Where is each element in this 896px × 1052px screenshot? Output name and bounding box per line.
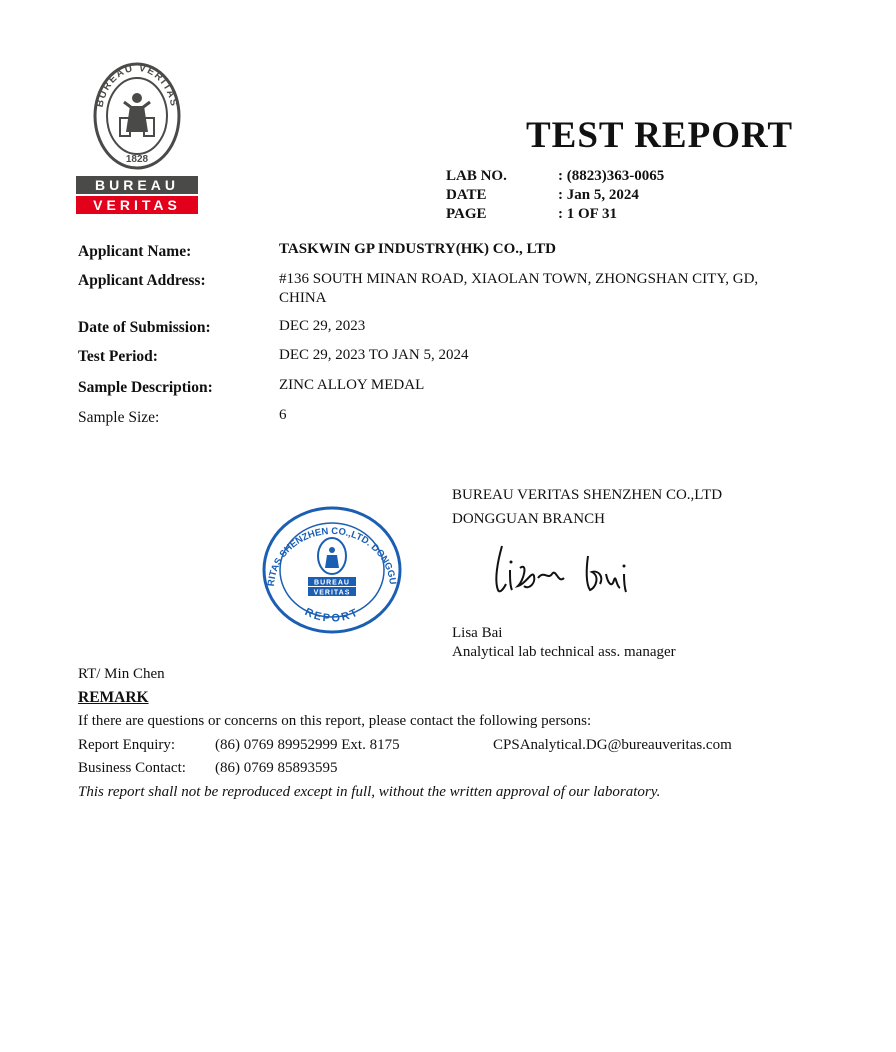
business-contact-label: Business Contact: — [78, 760, 186, 776]
submission-date-value: DEC 29, 2023 — [279, 318, 366, 334]
page-value: : 1 OF 31 — [558, 206, 618, 222]
logo-band-bureau: BUREAU — [76, 176, 198, 194]
stamp-seal-icon — [256, 500, 408, 640]
test-period-value: DEC 29, 2023 TO JAN 5, 2024 — [279, 347, 469, 363]
page-label: PAGE — [446, 206, 487, 222]
signatory-company: BUREAU VERITAS SHENZHEN CO.,LTD — [452, 487, 723, 503]
applicant-address-line1: #136 SOUTH MINAN ROAD, XIAOLAN TOWN, ZHONGSHAN CITY, GD, — [279, 271, 759, 287]
svg-text:VERITAS: VERITAS — [313, 589, 351, 597]
enquiry-email[interactable]: CPSAnalytical.DG@bureauveritas.com — [493, 737, 732, 753]
sample-description-value: ZINC ALLOY MEDAL — [279, 377, 425, 393]
disclaimer: This report shall not be reproduced except in full, without the written approval of our laboratory. — [78, 784, 661, 800]
signatory-title: Analytical lab technical ass. manager — [452, 644, 676, 660]
date-label: DATE — [446, 187, 487, 203]
logo-band-veritas: VERITAS — [76, 196, 198, 214]
lab-no-label: LAB NO. — [446, 168, 507, 184]
svg-text:1828: 1828 — [125, 154, 149, 165]
svg-text:BUREAU: BUREAU — [314, 579, 350, 587]
sample-size-label: Sample Size: — [78, 409, 160, 426]
applicant-address-label: Applicant Address: — [78, 272, 206, 289]
rt-line: RT/ Min Chen — [78, 666, 165, 682]
applicant-name-label: Applicant Name: — [78, 243, 192, 260]
sample-size-value: 6 — [279, 407, 287, 423]
logo-seal-icon — [76, 62, 198, 174]
handwritten-signature-icon — [488, 540, 638, 600]
enquiry-phone: (86) 0769 89952999 Ext. 8175 — [215, 737, 400, 753]
company-stamp — [256, 500, 408, 640]
business-contact-phone: (86) 0769 85893595 — [215, 760, 338, 776]
signatory-branch: DONGGUAN BRANCH — [452, 511, 605, 527]
svg-text:BUREAU VERITAS SHENZHEN CO.,LT: RITAS SHENZHEN CO.,LTD. DONGGU — [265, 525, 398, 587]
applicant-name-value: TASKWIN GP INDUSTRY(HK) CO., LTD — [279, 241, 557, 257]
lab-no-value: : (8823)363-0065 — [558, 168, 665, 184]
sample-description-label: Sample Description: — [78, 379, 213, 396]
submission-date-label: Date of Submission: — [78, 319, 211, 336]
test-period-label: Test Period: — [78, 348, 158, 365]
date-value: : Jan 5, 2024 — [558, 187, 639, 203]
bureau-veritas-logo — [76, 62, 198, 216]
svg-text:REPORT: REPORT — [302, 606, 362, 625]
signatory-name: Lisa Bai — [452, 625, 503, 641]
report-title: TEST REPORT — [526, 115, 794, 156]
enquiry-label: Report Enquiry: — [78, 737, 176, 753]
remark-intro: If there are questions or concerns on this report, please contact the following persons: — [78, 713, 592, 729]
signature — [488, 540, 638, 600]
svg-text:BUREAU VERITAS: BUREAU VERITAS — [94, 62, 180, 109]
applicant-address-line2: CHINA — [279, 290, 327, 306]
remark-heading: REMARK — [78, 689, 149, 706]
